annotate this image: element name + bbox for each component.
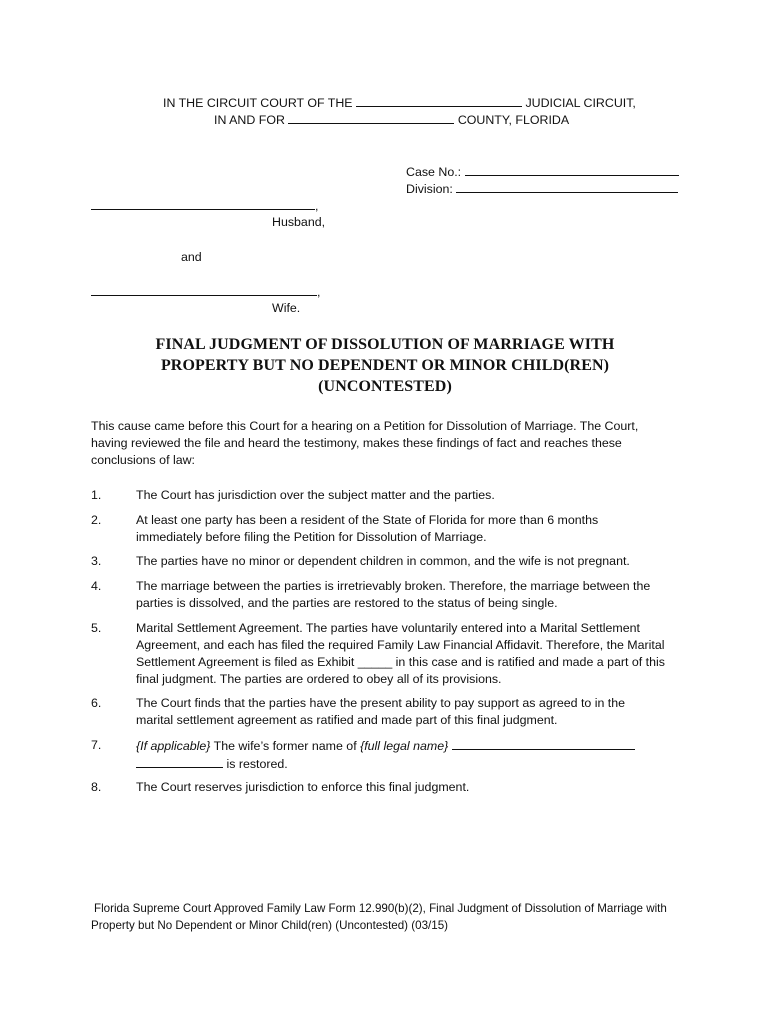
finding-number: 3. (91, 554, 102, 568)
wife-name-blank[interactable] (91, 283, 317, 296)
former-name-blank-continued[interactable] (136, 755, 223, 768)
form-footer (91, 900, 691, 934)
court-line-2 (214, 111, 569, 129)
court-line-2-prefix: IN AND FOR (214, 113, 285, 127)
case-number-row (406, 163, 679, 181)
intro-line-1: This cause came before this Court for a hearing on a Petition for Dissolution of Marriage. The Court, (91, 419, 639, 433)
intro-line-2: having reviewed the file and heard the testimony, makes these findings of fact and reaches these (91, 436, 622, 450)
husband-label: Husband, (272, 215, 326, 229)
if-applicable-note: {If applicable} (136, 739, 211, 753)
division-blank[interactable] (456, 180, 678, 193)
restored-text: is restored. (226, 757, 288, 771)
finding-text: The Court finds that the parties have the present ability to pay support as agreed to in the (136, 696, 626, 710)
case-number-label: Case No.: (406, 165, 462, 179)
husband-name-row: , (91, 197, 318, 215)
case-number-blank[interactable] (465, 163, 679, 176)
finding-number: 5. (91, 621, 102, 635)
husband-name-blank[interactable] (91, 197, 315, 210)
intro-paragraph (91, 418, 691, 469)
finding-text: The marriage between the parties is irretrievably broken. Therefore, the marriage between the (136, 579, 651, 593)
division-row (406, 180, 678, 198)
footer-line-1: Florida Supreme Court Approved Family Law Form 12.990(b)(2), Final Judgment of Dissolution of Marriage with (94, 902, 667, 915)
finding-text: final judgment. The parties are ordered to obey all of its provisions. (136, 672, 502, 686)
circuit-number-blank[interactable] (356, 94, 522, 107)
intro-line-3: conclusions of law: (91, 453, 195, 467)
finding-text: immediately before filing the Petition for Dissolution of Marriage. (136, 530, 487, 544)
court-line-2-suffix: COUNTY, FLORIDA (457, 113, 570, 127)
finding-text: parties is dissolved, and the parties are restored to the status of being single. (136, 596, 558, 610)
former-name-blank[interactable] (452, 737, 635, 750)
finding-text: The Court has jurisdiction over the subject matter and the parties. (136, 488, 495, 502)
finding-text: Marital Settlement Agreement. The parties have voluntarily entered into a Marital Settlement (136, 621, 640, 635)
finding-text: The parties have no minor or dependent children in common, and the wife is not pregnant. (136, 554, 630, 568)
finding-number: 1. (91, 488, 102, 502)
wife-label: Wife. (272, 301, 301, 315)
finding-text: Agreement, and each has filed the required Family Law Financial Affidavit. Therefore, the Marital (136, 638, 665, 652)
division-label: Division: (406, 182, 453, 196)
court-line-1-prefix: IN THE CIRCUIT COURT OF THE (163, 96, 353, 110)
finding-number: 8. (91, 780, 102, 794)
court-line-1-suffix: JUDICIAL CIRCUIT, (525, 96, 636, 110)
finding-number: 6. (91, 696, 102, 710)
full-legal-name-note: {full legal name} (360, 739, 449, 753)
finding-text: marital settlement agreement as ratified and made part of this final judgment. (136, 713, 558, 727)
finding-text: Settlement Agreement is filed as Exhibit _____ in this case and is ratified and made a part of this (136, 655, 665, 669)
finding-text: At least one party has been a resident of the State of Florida for more than 6 months (136, 513, 599, 527)
court-line-1 (163, 94, 636, 112)
finding-text: The Court reserves jurisdiction to enforce this final judgment. (136, 780, 470, 794)
finding-number: 7. (91, 738, 102, 752)
document-title-line-3: (UNCONTESTED) (318, 378, 452, 395)
document-title-line-2: PROPERTY BUT NO DEPENDENT OR MINOR CHILD(REN) (160, 357, 610, 374)
finding-number: 2. (91, 513, 102, 527)
footer-line-2: Property but No Dependent or Minor Child(ren) (Uncontested) (03/15) (91, 919, 449, 932)
finding-text (136, 737, 691, 755)
wife-name-row: , (91, 283, 320, 301)
finding-text (136, 755, 691, 773)
county-blank[interactable] (288, 111, 454, 124)
former-name-text: The wife’s former name of (210, 739, 361, 753)
finding-number: 4. (91, 579, 102, 593)
document-title-line-1: FINAL JUDGMENT OF DISSOLUTION OF MARRIAGE WITH (155, 336, 615, 353)
and-label: and (181, 250, 202, 264)
